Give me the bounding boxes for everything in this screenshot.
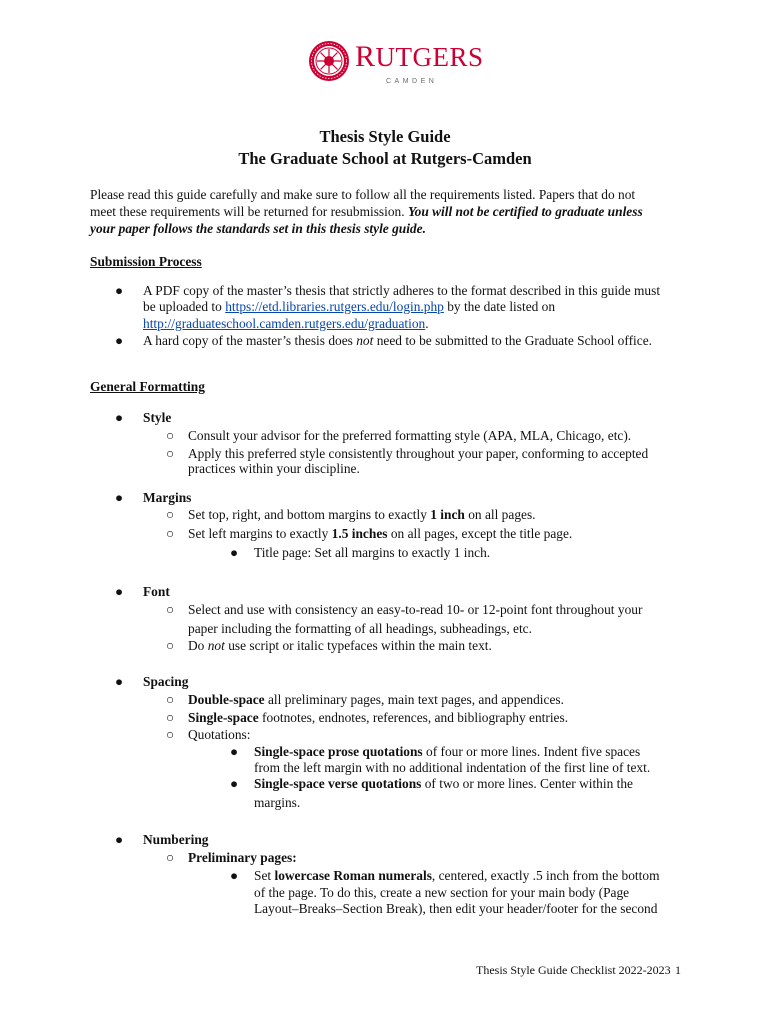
spacing-label: Spacing <box>143 674 189 689</box>
style-item-2-line-2: practices within your discipline. <box>188 461 360 476</box>
quotation-verse-line-2: margins. <box>254 795 301 810</box>
style-label: Style <box>143 410 172 425</box>
numbering-subitem-line-2: of the page. To do this, create a new section for your main body (Page <box>254 885 630 900</box>
submission-item-2: A hard copy of the master’s thesis does not need to be submitted to the Graduate School office. <box>143 333 652 348</box>
intro-line-3: your paper follows the standards set in this thesis style guide. <box>90 221 426 236</box>
spacing-item-3: Quotations: <box>188 727 251 742</box>
bullet-icon: ● <box>114 283 124 298</box>
font-label: Font <box>143 584 170 599</box>
quotation-verse-line-1: Single-space verse quotations of two or more lines. Center within the <box>254 776 633 791</box>
rutgers-wordmark: RUTGERS <box>355 40 484 73</box>
quotation-prose-line-2: from the left margin with no additional indentation of the first line of text. <box>254 760 651 775</box>
bullet-icon: ● <box>229 868 239 883</box>
margins-subitem-title-page: Title page: Set all margins to exactly 1 inch. <box>254 545 491 560</box>
circle-bullet-icon: ○ <box>165 526 175 541</box>
font-item-2: Do not use script or italic typefaces within the main text. <box>188 638 492 653</box>
bullet-icon: ● <box>114 490 124 505</box>
style-item-1: Consult your advisor for the preferred formatting style (APA, MLA, Chicago, etc). <box>188 428 632 443</box>
graduation-info-link[interactable]: http://graduateschool.camden.rutgers.edu/graduation <box>143 316 426 331</box>
circle-bullet-icon: ○ <box>165 446 175 461</box>
bullet-icon: ● <box>114 584 124 599</box>
submission-heading: Submission Process <box>90 254 202 269</box>
bullet-icon: ● <box>114 333 124 348</box>
bullet-icon: ● <box>229 744 239 759</box>
rutgers-seal-icon <box>308 40 350 82</box>
bullet-icon: ● <box>229 545 239 560</box>
circle-bullet-icon: ○ <box>165 602 175 617</box>
circle-bullet-icon: ○ <box>165 850 175 865</box>
submission-item-1-line-2: be uploaded to https://etd.libraries.rutgers.edu/login.php by the date listed on <box>143 299 556 314</box>
circle-bullet-icon: ○ <box>165 507 175 522</box>
footer-text: Thesis Style Guide Checklist 2022-2023 <box>476 963 671 977</box>
font-item-1-line-1: Select and use with consistency an easy-to-read 10- or 12-point font throughout your <box>188 602 643 617</box>
page-number: 1 <box>675 963 681 977</box>
circle-bullet-icon: ○ <box>165 710 175 725</box>
intro-line-2: meet these requirements will be returned for resubmission. You will not be certified to graduate unless <box>90 204 643 219</box>
bullet-icon: ● <box>229 776 239 791</box>
numbering-subitem-line-1: Set lowercase Roman numerals, centered, exactly .5 inch from the bottom <box>254 868 660 883</box>
quotation-prose-line-1: Single-space prose quotations of four or more lines. Indent five spaces <box>254 744 641 759</box>
style-item-2-line-1: Apply this preferred style consistently throughout your paper, conforming to accepted <box>188 446 649 461</box>
campus-label: CAMDEN <box>386 78 438 85</box>
font-item-1-line-2: paper including the formatting of all headings, subheadings, etc. <box>188 621 532 636</box>
circle-bullet-icon: ○ <box>165 428 175 443</box>
margins-item-2: Set left margins to exactly 1.5 inches on all pages, except the title page. <box>188 526 573 541</box>
submission-item-1-line-1: A PDF copy of the master’s thesis that strictly adheres to the format described in this guide must <box>143 283 661 298</box>
document-title: Thesis Style Guide <box>319 127 451 146</box>
margins-label: Margins <box>143 490 192 505</box>
general-formatting-heading: General Formatting <box>90 379 205 394</box>
document-subtitle: The Graduate School at Rutgers-Camden <box>238 149 532 168</box>
intro-line-1: Please read this guide carefully and make sure to follow all the requirements listed. Papers that do not <box>90 187 636 202</box>
spacing-item-1: Double-space all preliminary pages, main text pages, and appendices. <box>188 692 564 707</box>
spacing-item-2: Single-space footnotes, endnotes, references, and bibliography entries. <box>188 710 569 725</box>
rutgers-camden-logo <box>308 40 484 86</box>
numbering-subitem-line-3: Layout–Breaks–Section Break), then edit your header/footer for the second <box>254 901 658 916</box>
circle-bullet-icon: ○ <box>165 727 175 742</box>
etd-upload-link[interactable]: https://etd.libraries.rutgers.edu/login.php <box>225 299 444 314</box>
numbering-label: Numbering <box>143 832 209 847</box>
circle-bullet-icon: ○ <box>165 638 175 653</box>
bullet-icon: ● <box>114 832 124 847</box>
bullet-icon: ● <box>114 410 124 425</box>
preliminary-pages-label: Preliminary pages: <box>188 850 297 865</box>
submission-item-1-line-3: http://graduateschool.camden.rutgers.edu/graduation. <box>143 316 429 331</box>
circle-bullet-icon: ○ <box>165 692 175 707</box>
margins-item-1: Set top, right, and bottom margins to exactly 1 inch on all pages. <box>188 507 536 522</box>
bullet-icon: ● <box>114 674 124 689</box>
